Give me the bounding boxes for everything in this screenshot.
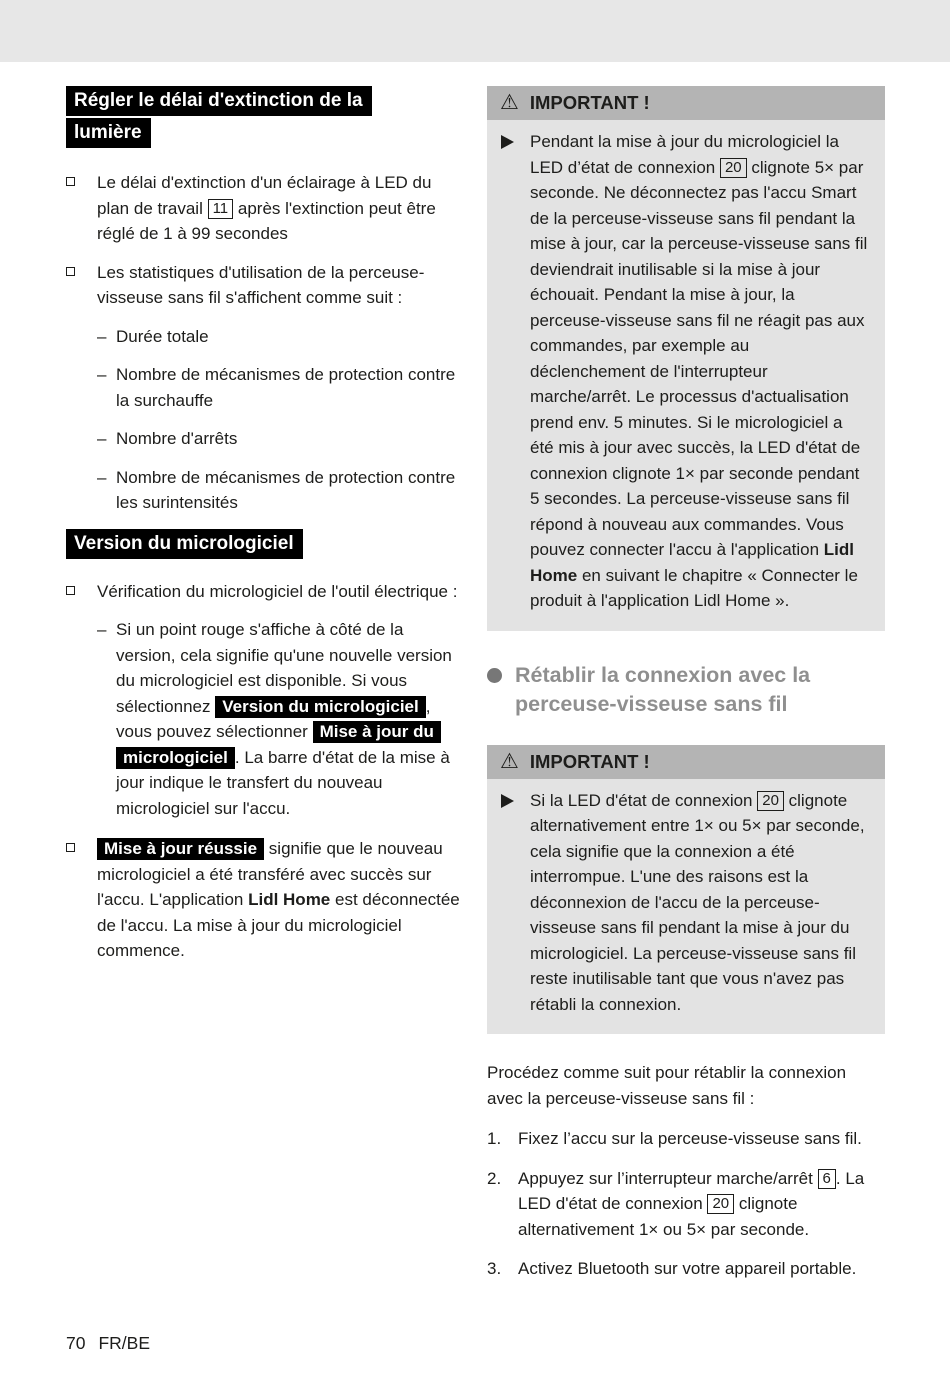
sub-list-item xyxy=(97,324,460,350)
sub-list-item-text: Nombre de mécanismes de protection contre les surintensités xyxy=(116,467,456,512)
dash-bullet: – xyxy=(97,326,107,346)
heading-firmware-version xyxy=(66,529,460,561)
dash-bullet: – xyxy=(97,365,107,384)
important-text: Si la LED d'état de connexion xyxy=(530,790,758,810)
numbered-item-text: Activez Bluetooth sur votre appareil portable. xyxy=(518,1259,857,1278)
page-top-band xyxy=(0,0,950,62)
heading-restore-line2: perceuse-visseuse sans fil xyxy=(515,691,788,716)
important-text: clignote 5× par seconde. Ne déconnectez pas l'accu Smart de la perceuse-visseuse sans fil pendant la mise à jour, car la perceuse-visseuse sans fil deviendrait inutilisable si la mise à jour échouait. Pendant la mise à jour, la perceuse-visseuse sans fil ne réagit pas aux commandes, par exemple au déclenchement de l'interrupteur marche/arrêt. Le processus d'actualisation prend env. 5 minutes. Si le micrologiciel a été mis à jour avec succès, la LED d'état de connexion clignote 1× par seconde pendant 5 secondes. La perceuse-visseuse sans fil répond à nouveau aux commandes. Vous pouvez connecter l'accu à l'application xyxy=(530,157,868,559)
important-text: clignote alternativement entre 1× ou 5× par seconde, cela signifie que la connexion a été interrompue. L'une des raisons est la déconnexion de l'accu de la perceuse-visseuse sans fil pendant la mise à jour du micrologiciel. La perceuse-visseuse sans fil reste inutilisable tant que vous n'avez pas rétabli la connexion. xyxy=(530,790,865,1014)
important-title: IMPORTANT ! xyxy=(529,92,650,113)
important-box-body xyxy=(487,120,885,631)
item-number: 3. xyxy=(487,1259,502,1278)
sub-list-item xyxy=(97,617,460,821)
important-box-body xyxy=(487,779,885,1035)
important-box-2 xyxy=(487,745,885,1035)
numbered-item xyxy=(487,1126,885,1152)
sub-list-item-text: Nombre de mécanismes de protection contre la surchauffe xyxy=(116,365,456,410)
numbered-item-text: . La LED d'état de connexion xyxy=(518,1168,865,1213)
important-box-header xyxy=(487,86,885,120)
heading-restore-line1: Rétablir la connexion avec la xyxy=(515,662,811,687)
sub-list-item-text: . La barre d'état de la mise à jour indique le transfert du nouveau micrologiciel sur l'accu. xyxy=(116,747,450,818)
ref-number-box: 20 xyxy=(757,791,784,811)
brand-name: Lidl Home xyxy=(248,890,331,909)
dash-bullet: – xyxy=(97,429,107,448)
list-item-text: Vérification du micrologiciel de l'outil électrique : xyxy=(97,581,458,601)
numbered-item-text: Fixez l’accu sur la perceuse-visseuse sans fil. xyxy=(518,1129,862,1148)
item-number: 2. xyxy=(487,1168,502,1188)
dash-bullet: – xyxy=(97,620,107,639)
list-item-text: Le délai d'extinction d'un éclairage à LED du plan de travail xyxy=(97,173,432,218)
important-box-header xyxy=(487,745,885,779)
important-box-1 xyxy=(487,86,885,631)
list-item-text: après l'extinction peut être réglé de 1 à 99 secondes xyxy=(97,198,436,243)
ref-number-box: 20 xyxy=(720,158,747,178)
page-footer xyxy=(66,1333,150,1354)
warning-icon: ⚠ xyxy=(500,91,519,114)
numbered-item xyxy=(487,1256,885,1282)
important-title: IMPORTANT ! xyxy=(529,750,650,772)
arrow-right-icon xyxy=(501,135,514,149)
heading-light-delay-line1: Régler le délai d'extinction de la xyxy=(66,86,372,116)
inline-black-tag: Mise à jour du micrologiciel xyxy=(116,721,441,769)
sub-list-item xyxy=(97,426,460,452)
list-item xyxy=(66,579,460,605)
inline-black-tag: Version du micrologiciel xyxy=(215,696,426,718)
square-bullet-icon xyxy=(66,267,75,276)
page-content xyxy=(0,62,950,1296)
numbered-item-text: clignote alternativement 1× ou 5× par seconde. xyxy=(518,1194,810,1239)
warning-icon: ⚠ xyxy=(500,749,519,773)
right-column xyxy=(487,86,885,1296)
sub-list-item-text: Nombre d'arrêts xyxy=(116,429,238,448)
square-bullet-icon xyxy=(66,177,75,186)
list-item-text: signifie que le nouveau micrologiciel a été transféré avec succès sur l'accu. L'application xyxy=(97,839,443,909)
list-item xyxy=(66,170,460,247)
important-text: en suivant le chapitre « Connecter le produit à l'application Lidl Home ». xyxy=(530,565,858,610)
list-item-text: est déconnectée de l'accu. La mise à jour du micrologiciel commence. xyxy=(97,890,460,960)
page-number: 70 xyxy=(66,1333,86,1353)
section-bullet-icon xyxy=(487,668,502,683)
heading-light-delay-line2: lumière xyxy=(66,118,151,148)
heading-light-delay xyxy=(66,86,460,150)
numbered-item xyxy=(487,1166,885,1243)
sub-list-item-text: Si un point rouge s'affiche à côté de la version, cela signifie qu'une nouvelle version du micrologiciel est disponible. Si vous sélectionnez xyxy=(116,620,452,716)
ref-number-box: 11 xyxy=(208,199,234,219)
heading-firmware-version-text: Version du micrologiciel xyxy=(66,529,303,559)
inline-black-tag: Mise à jour réussie xyxy=(97,838,264,860)
list-item xyxy=(66,836,460,964)
ref-number-box: 20 xyxy=(707,1194,734,1214)
important-text: Pendant la mise à jour du micrologiciel la LED d’état de connexion xyxy=(530,132,839,177)
brand-name: Lidl Home xyxy=(530,540,854,585)
sub-list-item xyxy=(97,362,460,413)
square-bullet-icon xyxy=(66,843,75,852)
paragraph-restore-intro: Procédez comme suit pour rétablir la connexion avec la perceuse-visseuse sans fil : xyxy=(487,1063,847,1108)
sub-list-item-text: , vous pouvez sélectionner xyxy=(116,696,431,741)
list-item xyxy=(66,260,460,311)
sub-list-item xyxy=(97,465,460,516)
page-region: FR/BE xyxy=(98,1333,151,1353)
heading-restore-connection xyxy=(487,661,885,719)
item-number: 1. xyxy=(487,1129,502,1148)
list-item-text: Les statistiques d'utilisation de la perceuse-visseuse sans fil s'affichent comme suit : xyxy=(97,262,425,307)
ref-number-box: 6 xyxy=(818,1169,836,1189)
dash-bullet: – xyxy=(97,467,107,487)
numbered-item-text: Appuyez sur l’interrupteur marche/arrêt xyxy=(518,1168,818,1188)
square-bullet-icon xyxy=(66,586,75,595)
sub-list-item-text: Durée totale xyxy=(116,326,209,346)
arrow-right-icon xyxy=(501,794,514,808)
left-column xyxy=(66,86,460,1296)
